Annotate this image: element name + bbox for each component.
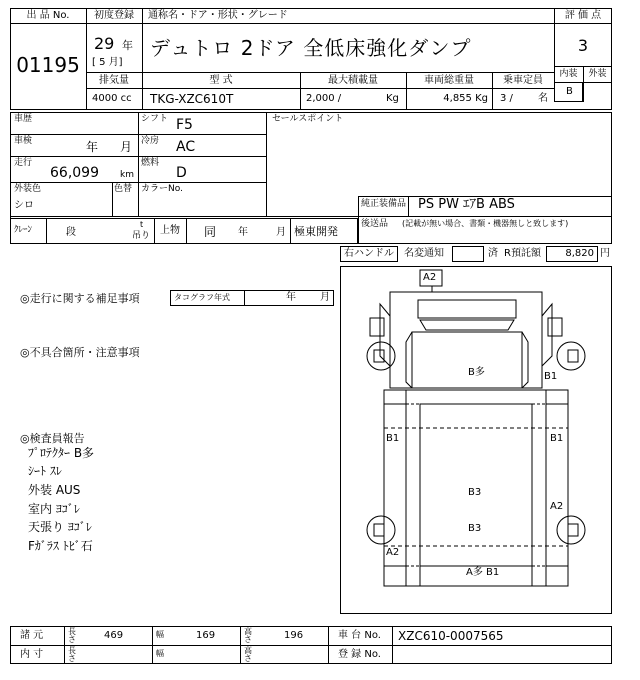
vehicle-diagram xyxy=(340,266,612,614)
inspector-note: ﾌﾟﾛﾃｸﾀｰ B多 xyxy=(28,446,95,460)
equipment-value: PS PW ｴｱB ABS xyxy=(418,197,515,212)
sales-point-label: セールスポイント xyxy=(272,114,344,124)
max-load: 2,000 / xyxy=(306,93,342,104)
mark-a2-left-low: A2 xyxy=(386,547,400,558)
lot-no: 01195 xyxy=(16,53,80,77)
first-reg-year-unit: 年 xyxy=(122,39,133,52)
vehicle-name: デュトロ 2ドア 全低床強化ダンプ xyxy=(150,36,472,60)
first-reg-month: [ 5 月] xyxy=(92,57,123,68)
inspection-year: 年 xyxy=(86,140,99,154)
inner-width-label: 幅 xyxy=(156,649,164,658)
first-reg-year: 29 xyxy=(94,34,115,53)
height-value: 196 xyxy=(284,630,304,641)
desc-label: 通称名・ドア・形状・グレード xyxy=(148,10,288,21)
lift-year-label: 年 xyxy=(238,227,248,238)
chassis-label: 車 台 No. xyxy=(338,630,381,641)
mileage-value: 66,099 xyxy=(50,165,99,181)
lot-no-label: 出 品 No. xyxy=(26,10,70,21)
mark-a2-top: A2 xyxy=(423,272,437,283)
mark-a2-right-low: A2 xyxy=(550,501,564,512)
gross-weight: 4,855 Kg xyxy=(443,93,488,104)
score-value: 3 xyxy=(577,36,589,55)
mark-b1-right-mid: B1 xyxy=(550,433,564,444)
displacement: 4000 cc xyxy=(92,93,132,104)
inner-dims-label: 内 寸 xyxy=(20,649,44,660)
length-label: 長さ xyxy=(68,627,76,644)
lift-label: 上物 xyxy=(160,225,180,236)
length-value: 469 xyxy=(104,630,124,641)
lift-maker: 極東開発 xyxy=(294,225,338,238)
width-label: 幅 xyxy=(156,630,164,639)
mark-b1-left-mid: B1 xyxy=(386,433,400,444)
inspection-month: 月 xyxy=(120,140,133,154)
refund-label: 済 xyxy=(488,248,498,259)
inspector-note: 外装 AUS xyxy=(28,483,81,497)
model: TKG-XZC610T xyxy=(150,92,234,106)
displacement-label: 排気量 xyxy=(99,75,129,86)
defects-title: ◎不具合箇所・注意事項 xyxy=(20,346,140,359)
inner-length-label: 長さ xyxy=(68,646,76,663)
tacho-year: 年 xyxy=(286,292,296,303)
dims-label: 諸 元 xyxy=(20,630,44,641)
mileage-label: 走行 xyxy=(14,158,33,168)
post-delivery-note: (記載が無い場合、書類・機器無しと致します) xyxy=(402,219,569,228)
tacho-label: タコグラフ年式 xyxy=(174,293,230,302)
gross-weight-label: 車両総重量 xyxy=(424,75,474,86)
supplement-title: ◎走行に関する補足事項 xyxy=(20,292,140,305)
name-change-label: 名変通知 xyxy=(404,248,444,259)
history-label: 車歴 xyxy=(14,114,33,124)
crane-stage-label: 段 xyxy=(66,227,76,238)
post-delivery-label: 後送品 xyxy=(361,219,389,229)
shift-value: F5 xyxy=(176,117,193,133)
lift-same-label: 同 xyxy=(204,225,217,239)
inspector-note: Fｶﾞﾗｽ ﾄﾋﾞ石 xyxy=(28,539,93,553)
exterior-grade-label: 外装 xyxy=(588,69,607,79)
ac-value: AC xyxy=(176,139,196,155)
fuel-label: 燃料 xyxy=(141,158,160,168)
score-label: 評 価 点 xyxy=(564,10,602,21)
capacity-label: 乗車定員 xyxy=(503,75,543,86)
first-reg-label: 初度登録 xyxy=(94,10,134,21)
width-value: 169 xyxy=(196,630,216,641)
height-label: 高さ xyxy=(244,627,252,644)
tacho-month: 月 xyxy=(320,292,330,303)
capacity-unit: 名 xyxy=(538,93,548,104)
inspector-title: ◎検査員報告 xyxy=(20,432,85,445)
steering-value: 右ハンドル xyxy=(344,248,394,259)
fuel-value: D xyxy=(176,165,187,181)
chassis-no: XZC610-0007565 xyxy=(398,629,504,643)
recycle-unit: 円 xyxy=(600,248,610,259)
crane-hoist-label: 吊り xyxy=(132,231,151,241)
ext-color: シロ xyxy=(14,200,34,211)
mark-b1-right-top: B1 xyxy=(544,371,558,382)
interior-grade-label: 内装 xyxy=(559,69,578,79)
color-no-label: 色替 xyxy=(114,184,133,194)
crane-label: ｸﾚｰﾝ xyxy=(14,225,33,235)
inner-height-label: 高さ xyxy=(244,646,252,663)
interior-grade: B xyxy=(566,86,573,97)
color-code-label: カラーNo. xyxy=(141,184,183,194)
mark-a-many-b1-rear: A多 B1 xyxy=(466,567,500,578)
mark-b-many-cab: B多 xyxy=(468,367,485,378)
ext-color-label: 外装色 xyxy=(14,184,42,194)
capacity: 3 / xyxy=(500,93,513,104)
model-label: 型 式 xyxy=(209,75,233,86)
recycle-label: R預託額 xyxy=(504,248,541,259)
inspector-note: 天張り ﾖｺﾞﾚ xyxy=(28,520,92,534)
inspector-note: 室内 ﾖｺﾞﾚ xyxy=(28,502,80,516)
mark-b3-a: B3 xyxy=(468,487,482,498)
mileage-unit: km xyxy=(120,170,134,180)
reg-no-label: 登 録 No. xyxy=(338,649,381,660)
truck-outline-drawing xyxy=(340,266,612,614)
crane-tonnage-label: t xyxy=(140,220,144,229)
max-load-unit: Kg xyxy=(386,93,399,104)
max-load-label: 最大積載量 xyxy=(328,75,378,86)
ac-label: 冷房 xyxy=(141,136,160,146)
shift-label: シフト xyxy=(141,114,169,124)
inspection-label: 車検 xyxy=(14,136,33,146)
mark-b3-b: B3 xyxy=(468,523,482,534)
inspector-note: ｼｰﾄ ｽﾚ xyxy=(28,464,62,478)
equipment-label: 純正装備品 xyxy=(361,199,407,209)
recycle-amount: 8,820 xyxy=(565,248,594,259)
lift-month-label: 月 xyxy=(276,227,286,238)
